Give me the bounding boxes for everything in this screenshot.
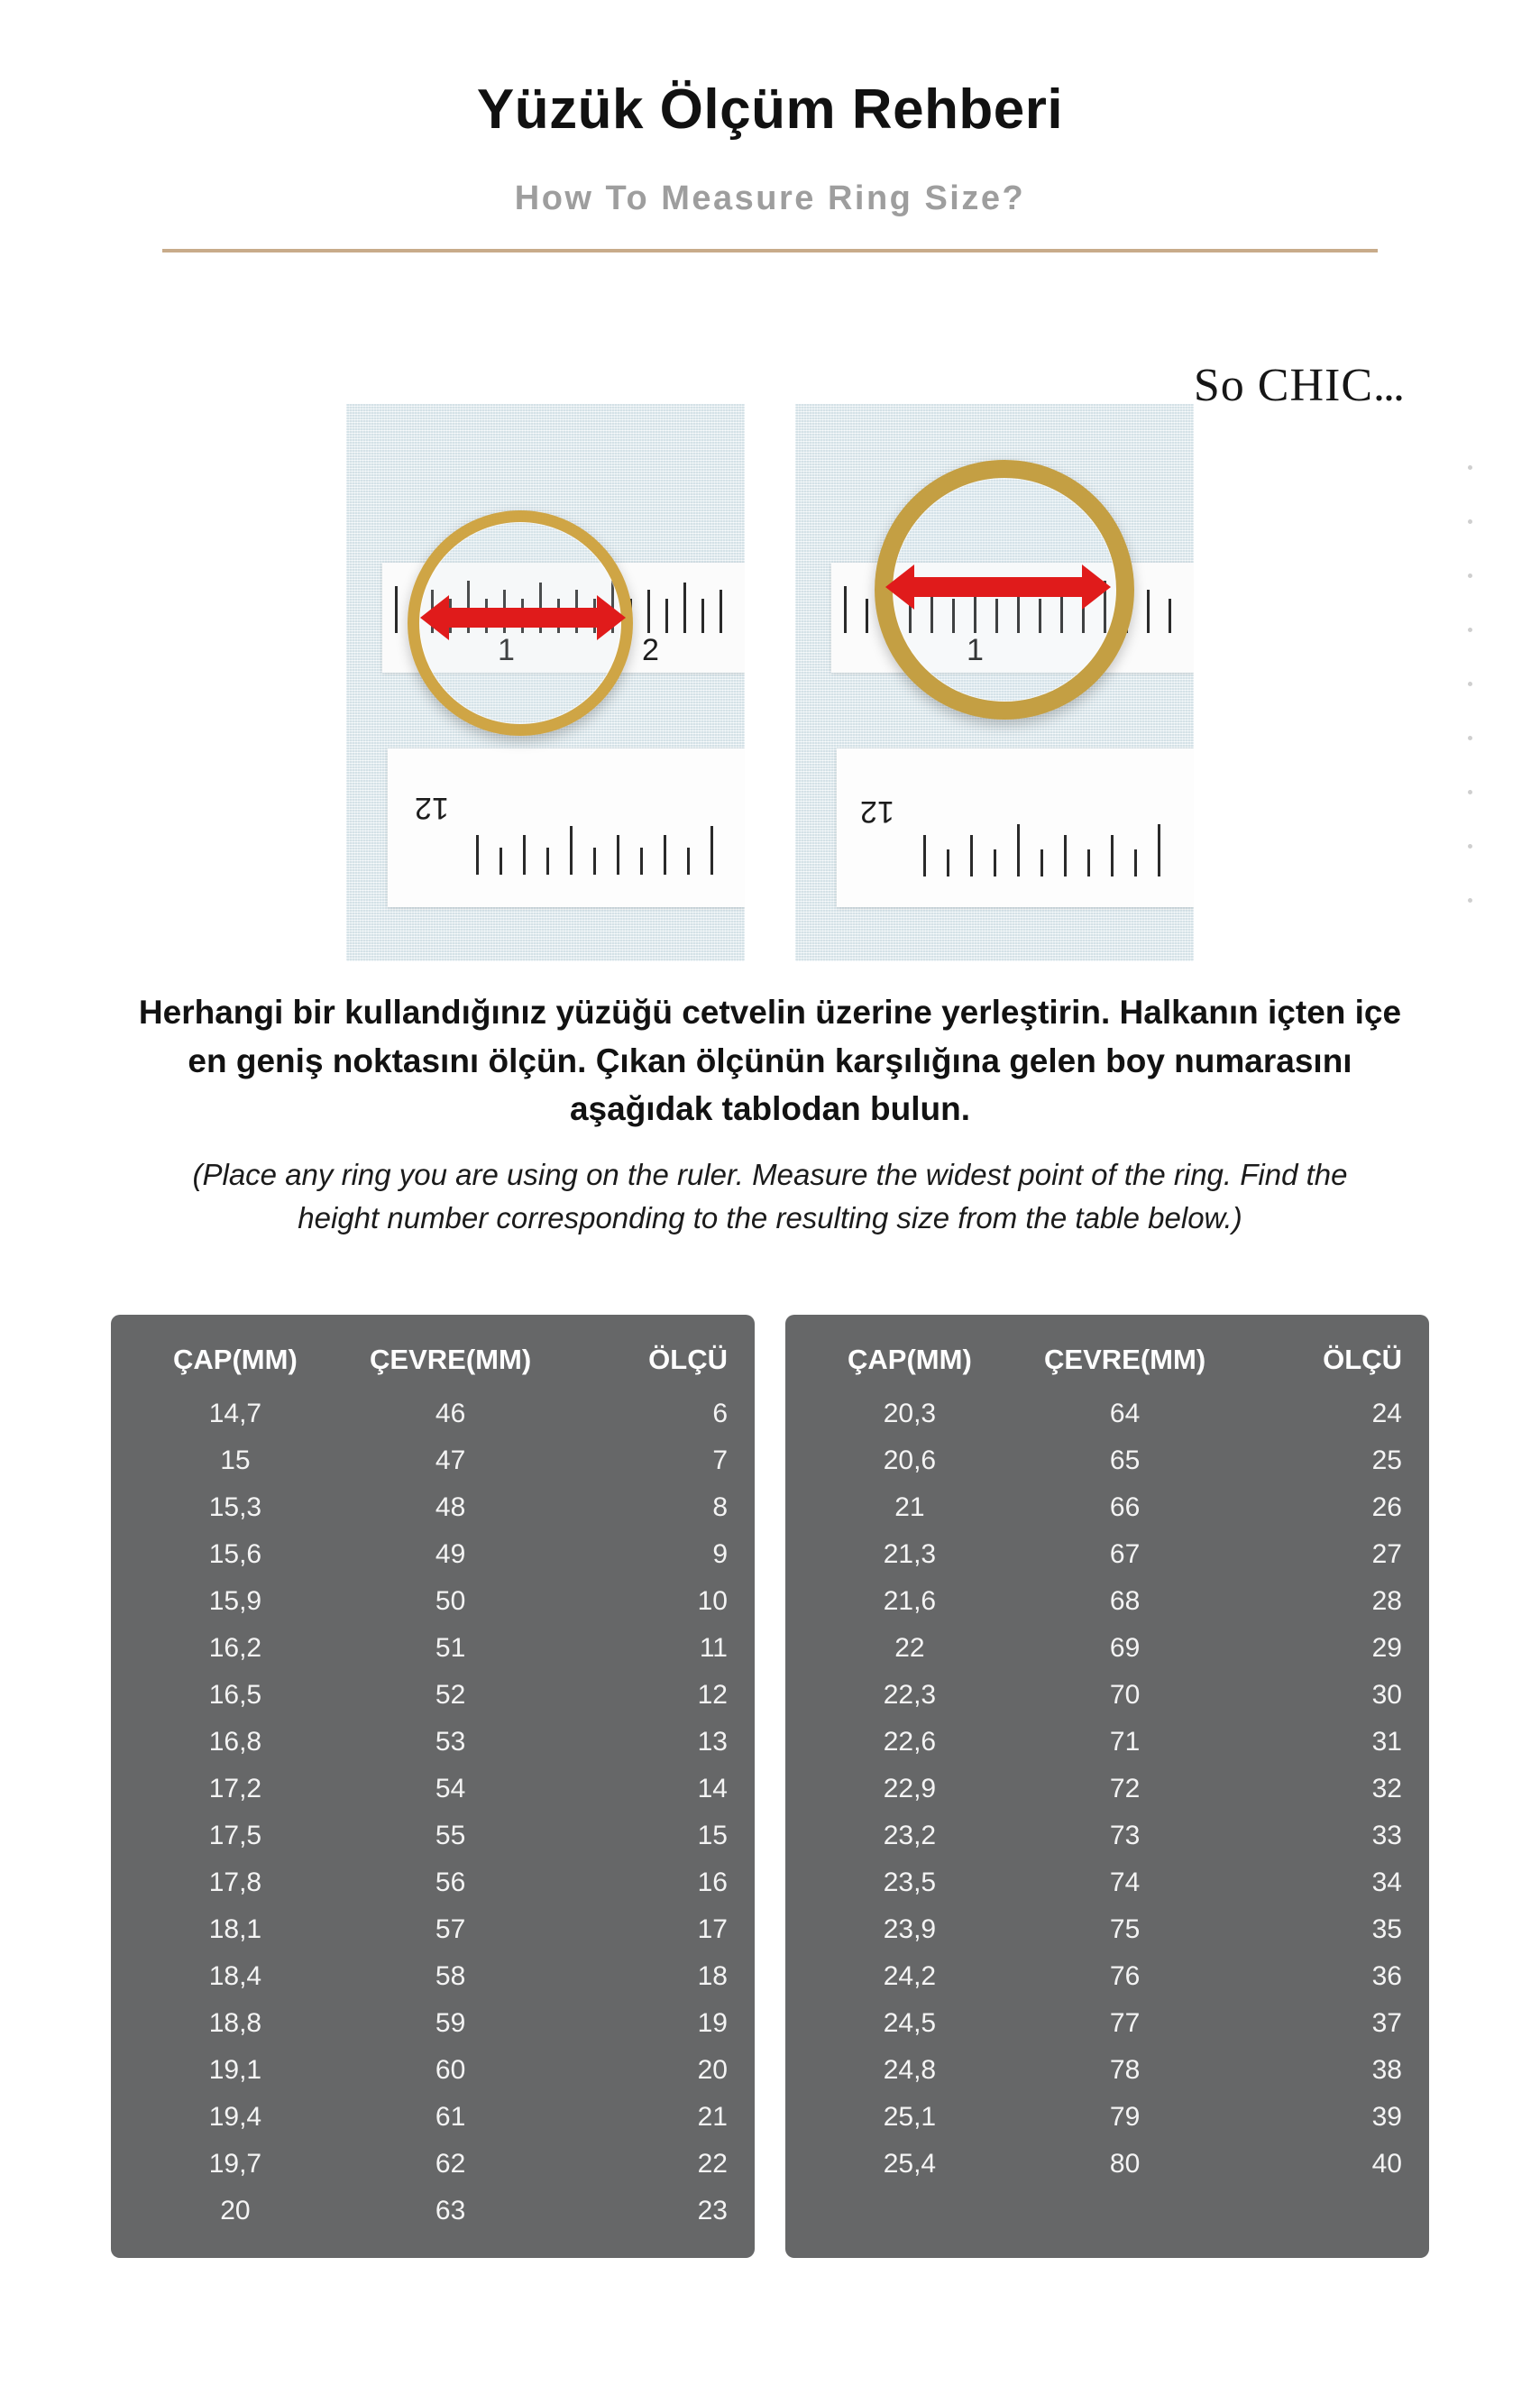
table-row: 16,5 52 12 [208,1680,728,1710]
table-row: 17,5 55 15 [208,1821,728,1850]
page-subtitle: How To Measure Ring Size? [514,179,1026,217]
table-row: 14,7 46 6 [208,1399,728,1428]
table-row: 16,8 53 13 [208,1727,728,1757]
size-table-right [785,1315,1429,2258]
table-header-row [138,1333,728,1390]
table-row: 15,6 49 9 [208,1539,728,1569]
table-header-row [812,1333,1402,1390]
table-row: 16,2 51 11 [208,1633,728,1663]
brand-name: So CHIC [1193,360,1373,411]
column-header-circumference: ÇEVRE(MM) [1044,1344,1206,1375]
table-row: 23,2 73 33 [883,1821,1402,1850]
table-row: 21,6 68 28 [883,1586,1402,1616]
table-row: 15,9 50 10 [208,1586,728,1616]
ruler-number-1: 1 [498,633,515,667]
ruler-cm-card [388,748,745,907]
measure-arrow-icon [447,608,599,628]
divider [162,249,1378,252]
instructions-english: (Place any ring you are using on the ruler. Measure the widest point of the ring. Find the height number corresponding to the resulting size from the table below.) [192,1157,1348,1234]
ring-size-guide-page [0,78,1540,2386]
table-row: 22,9 72 32 [883,1774,1402,1803]
table-row: 19,7 62 22 [208,2149,728,2179]
table-row: 22,6 71 31 [883,1727,1402,1757]
ruler-cm-card [837,748,1194,907]
table-row: 18,4 58 18 [208,1961,728,1991]
ruler-number-12: 12 [860,794,894,829]
measure-arrow-icon [912,577,1084,597]
instructions [108,988,1432,1240]
table-row: 24,8 78 38 [883,2055,1402,2085]
size-table-left [111,1315,755,2258]
table-row: 21 66 26 [894,1492,1402,1522]
table-row: 20 63 23 [220,2196,728,2225]
table-row: 23,9 75 35 [883,1914,1402,1944]
table-row: 20,6 65 25 [883,1445,1402,1475]
table-row: 17,8 56 16 [208,1868,728,1897]
table-row: 18,1 57 17 [208,1914,728,1944]
table-row: 25,4 80 40 [883,2149,1402,2179]
photo-ring-on-ruler-thin [346,404,745,961]
table-row: 19,4 61 21 [208,2102,728,2132]
column-header-diameter: ÇAP(MM) [173,1344,298,1375]
table-row: 17,2 54 14 [208,1774,728,1803]
table-row: 22 69 29 [894,1633,1402,1663]
column-header-size: ÖLÇÜ [1323,1344,1402,1375]
table-row: 22,3 70 30 [883,1680,1402,1710]
column-header-diameter: ÇAP(MM) [848,1344,972,1375]
ruler-number-1: 1 [967,633,984,667]
photo-ring-on-ruler-thick [795,404,1194,961]
table-row: 23,5 74 34 [883,1868,1402,1897]
ruler-number-12: 12 [415,791,449,825]
table-row: 19,1 60 20 [208,2055,728,2085]
instructions-turkish: Herhangi bir kullandığınız yüzüğü cetvelin üzerine yerleştirin. Halkanın içten içe en geniş noktasını ölçün. Çıkan ölçünün karşılığına gelen boy numarasını aşağıdak tablodan bulun. [138,994,1402,1128]
decorative-dots [1468,465,1473,916]
column-header-size: ÖLÇÜ [648,1344,728,1375]
table-row: 15,3 48 8 [208,1492,728,1522]
table-row: 24,2 76 36 [883,1961,1402,1991]
table-row: 24,5 77 37 [883,2008,1402,2038]
size-table [812,1333,1402,2188]
table-row: 21,3 67 27 [883,1539,1402,1569]
table-row: 25,1 79 39 [883,2102,1402,2132]
table-row: 15 47 7 [220,1445,728,1475]
brand-suffix: ... [1373,360,1403,411]
page-title: Yüzük Ölçüm Rehberi [476,78,1064,141]
table-row: 18,8 59 19 [208,2008,728,2038]
size-tables [0,1315,1540,2258]
table-row: 20,3 64 24 [883,1399,1402,1428]
photo-gallery [0,404,1540,961]
size-table [138,1333,728,2235]
ruler-number-2: 2 [642,633,659,667]
column-header-circumference: ÇEVRE(MM) [370,1344,532,1375]
